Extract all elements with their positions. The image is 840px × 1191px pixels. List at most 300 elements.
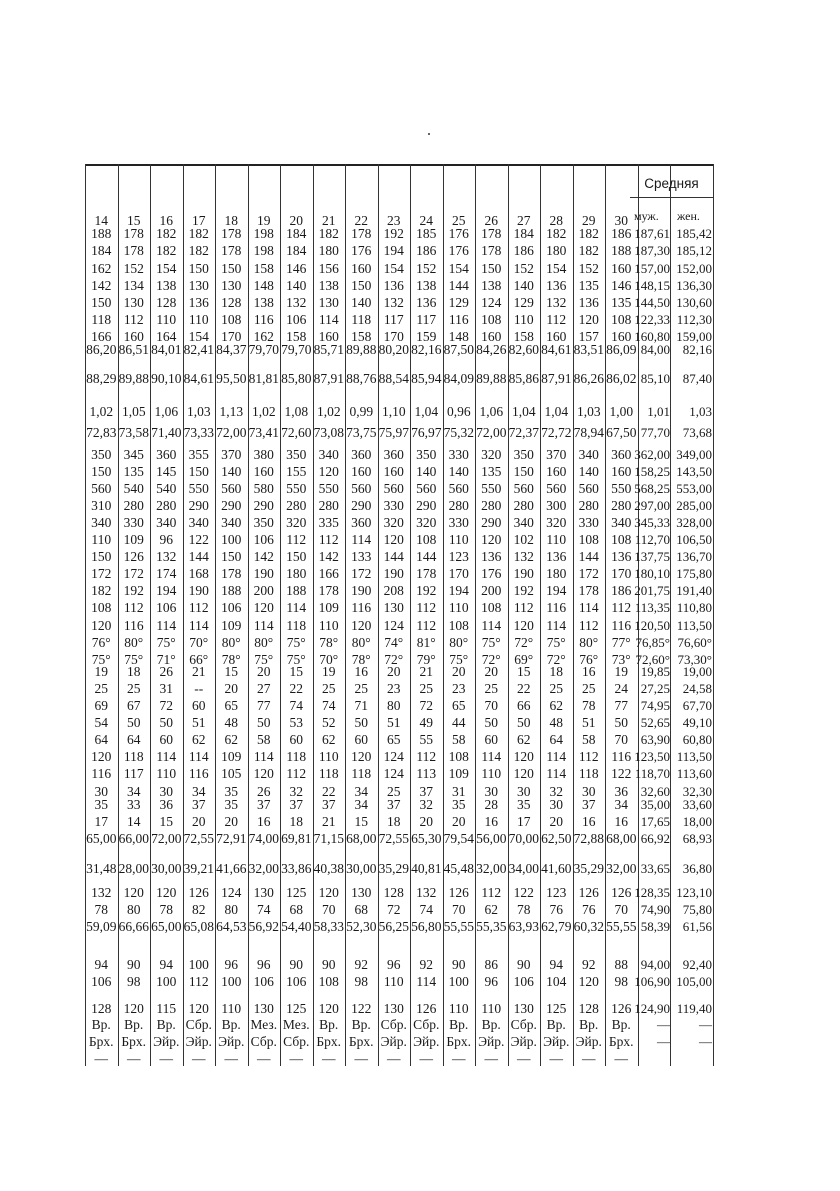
table-cell: 136 — [481, 549, 502, 564]
table-cell: 290 — [481, 515, 502, 530]
table-cell: 87,50 — [443, 342, 474, 357]
table-cell: 120 — [351, 749, 372, 764]
table-cell: 112 — [123, 312, 144, 327]
table-cell: 178 — [318, 583, 339, 598]
table-cell: 280 — [318, 498, 339, 513]
table-cell: 125 — [546, 1001, 567, 1016]
table-cell: 73° — [611, 652, 631, 667]
table-cell: 65,00 — [86, 831, 117, 846]
table-cell: — — [549, 1051, 563, 1066]
column-header: 15 — [127, 213, 141, 228]
table-cell: 50 — [159, 715, 173, 730]
table-cell: 112 — [416, 749, 437, 764]
female-average-cell: 119,40 — [676, 1001, 712, 1016]
table-cell: 50 — [484, 715, 498, 730]
table-cell: 118 — [351, 766, 372, 781]
female-average-cell: 67,70 — [682, 698, 712, 713]
table-cell: 20 — [257, 664, 271, 679]
table-cell: 132 — [91, 885, 112, 900]
table-cell: 360 — [351, 515, 372, 530]
table-cell: 100 — [188, 957, 209, 972]
table-cell: 34 — [354, 797, 368, 812]
table-cell: 72,00 — [151, 831, 182, 846]
male-average-cell: 112,70 — [634, 532, 670, 547]
table-cell: 106 — [156, 600, 177, 615]
table-cell: 25 — [484, 681, 498, 696]
table-cell: 118 — [91, 312, 112, 327]
table-cell: 94 — [94, 957, 108, 972]
male-average-cell: 120,50 — [634, 618, 670, 633]
table-cell: 126 — [611, 1001, 632, 1016]
table-cell: 124 — [383, 618, 404, 633]
table-cell: 136 — [416, 295, 437, 310]
table-cell: 330 — [448, 515, 469, 530]
table-cell: 19 — [94, 664, 108, 679]
table-cell: 150 — [351, 278, 372, 293]
table-cell: 1,06 — [479, 404, 504, 419]
table-cell: 71,40 — [151, 425, 182, 440]
table-cell: 65,00 — [151, 919, 182, 934]
table-cell: 280 — [156, 498, 177, 513]
table-cell: 113 — [416, 766, 437, 781]
table-cell: 108 — [448, 749, 469, 764]
table-cell: 106 — [286, 974, 307, 989]
table-cell: 112 — [546, 312, 567, 327]
table-cell: 560 — [546, 481, 567, 496]
table-cell: 188 — [286, 583, 307, 598]
table-cell: Вр. — [611, 1017, 631, 1032]
table-cell: 132 — [156, 549, 177, 564]
table-cell: 123 — [546, 885, 567, 900]
table-cell: 360 — [611, 447, 632, 462]
table-cell: 172 — [123, 566, 144, 581]
table-cell: 340 — [318, 447, 339, 462]
table-cell: 550 — [481, 481, 502, 496]
table-cell: 100 — [221, 974, 242, 989]
male-average-cell: 362,00 — [634, 447, 670, 462]
table-cell: 68,00 — [606, 831, 637, 846]
table-cell: 32,00 — [248, 861, 279, 876]
table-cell: 138 — [481, 278, 502, 293]
male-average-cell: 84,00 — [640, 342, 670, 357]
table-cell: — — [322, 1051, 336, 1066]
table-cell: 86 — [484, 957, 498, 972]
table-cell: 128 — [578, 1001, 599, 1016]
table-cell: 110 — [513, 312, 534, 327]
table-cell: 98 — [127, 974, 141, 989]
table-cell: 360 — [351, 447, 372, 462]
table-cell: 320 — [481, 447, 502, 462]
male-average-cell: 187,61 — [634, 226, 670, 241]
table-cell: 92 — [419, 957, 433, 972]
table-cell: 176 — [481, 566, 502, 581]
table-cell: 160 — [351, 464, 372, 479]
table-cell: Эйр. — [575, 1034, 602, 1049]
table-cell: 182 — [156, 243, 177, 258]
table-cell: 66 — [517, 698, 531, 713]
table-cell: 130 — [123, 295, 144, 310]
table-cell: 160 — [123, 329, 144, 344]
table-cell: 25 — [549, 681, 563, 696]
column-header: 19 — [257, 213, 271, 228]
female-average-cell: 87,40 — [682, 371, 712, 386]
table-cell: 72 — [159, 698, 173, 713]
table-cell: 150 — [221, 549, 242, 564]
table-cell: 128 — [156, 295, 177, 310]
male-average-cell: 158,25 — [634, 464, 670, 479]
table-cell: 76° — [579, 652, 599, 667]
table-cell: 69° — [514, 652, 534, 667]
table-cell: 136 — [383, 278, 404, 293]
female-average-cell: 328,00 — [676, 515, 712, 530]
table-cell: 76,97 — [411, 425, 442, 440]
table-cell: 100 — [156, 974, 177, 989]
table-cell: 142 — [318, 549, 339, 564]
table-cell: 73,08 — [313, 425, 344, 440]
table-cell: 65,08 — [183, 919, 214, 934]
table-cell: 154 — [383, 261, 404, 276]
table-cell: 56,00 — [476, 831, 507, 846]
table-cell: 88 — [614, 957, 628, 972]
table-cell: 280 — [448, 498, 469, 513]
table-cell: 18 — [289, 814, 303, 829]
table-cell: 49 — [419, 715, 433, 730]
table-cell: 86,20 — [86, 342, 117, 357]
table-cell: 51 — [192, 715, 206, 730]
table-cell: 560 — [383, 481, 404, 496]
table-cell: 90 — [289, 957, 303, 972]
table-cell: 110 — [481, 1001, 502, 1016]
table-cell: 158 — [253, 261, 274, 276]
table-cell: 33 — [127, 797, 141, 812]
table-cell: 71,15 — [313, 831, 344, 846]
table-cell: 280 — [578, 498, 599, 513]
table-cell: 70° — [319, 652, 339, 667]
table-cell: 22 — [517, 681, 531, 696]
table-cell: 94 — [159, 957, 173, 972]
column-header: 16 — [159, 213, 173, 228]
male-average-cell: 160,80 — [634, 329, 670, 344]
table-cell: 160 — [351, 261, 372, 276]
table-cell: 114 — [156, 749, 177, 764]
table-cell: 178 — [221, 243, 242, 258]
table-cell: 90 — [322, 957, 336, 972]
table-cell: 116 — [448, 312, 469, 327]
table-cell: 40,38 — [313, 861, 344, 876]
table-cell: 126 — [611, 885, 632, 900]
table-cell: 158 — [513, 329, 534, 344]
table-cell: Эйр. — [478, 1034, 505, 1049]
female-average-cell: 68,93 — [682, 831, 712, 846]
table-cell: Сбр. — [380, 1017, 407, 1032]
table-cell: 62,50 — [541, 831, 572, 846]
column-header: 25 — [452, 213, 466, 228]
table-cell: 120 — [513, 618, 534, 633]
female-average-cell: 113,60 — [676, 766, 712, 781]
table-cell: 108 — [318, 974, 339, 989]
table-cell: 160 — [253, 464, 274, 479]
female-average-cell: 110,80 — [676, 600, 712, 615]
table-cell: 31,48 — [86, 861, 117, 876]
table-cell: 550 — [286, 481, 307, 496]
table-cell: 62 — [192, 732, 206, 747]
table-cell: 1,04 — [414, 404, 439, 419]
table-cell: 154 — [156, 261, 177, 276]
table-cell: 170 — [611, 566, 632, 581]
table-cell: 208 — [383, 583, 404, 598]
table-cell: 26 — [257, 784, 271, 799]
table-cell: 122 — [188, 532, 209, 547]
table-cell: 340 — [91, 515, 112, 530]
table-cell: 130 — [253, 1001, 274, 1016]
table-cell: 560 — [416, 481, 437, 496]
table-cell: 75° — [254, 652, 274, 667]
table-cell: Вр. — [319, 1017, 339, 1032]
table-cell: 178 — [221, 566, 242, 581]
table-cell: 136 — [188, 295, 209, 310]
table-cell: 550 — [188, 481, 209, 496]
table-cell: 16 — [582, 664, 596, 679]
table-cell: 75° — [481, 635, 501, 650]
table-cell: 136 — [611, 549, 632, 564]
table-cell: 140 — [578, 464, 599, 479]
table-cell: 120 — [253, 600, 274, 615]
table-cell: 65 — [387, 732, 401, 747]
table-cell: 124 — [221, 885, 242, 900]
table-cell: 140 — [351, 295, 372, 310]
table-cell: 110 — [546, 532, 567, 547]
table-cell: 126 — [578, 885, 599, 900]
table-cell: 120 — [351, 618, 372, 633]
table-cell: 74 — [322, 698, 336, 713]
table-cell: 78° — [221, 652, 241, 667]
table-cell: 164 — [156, 329, 177, 344]
table-cell: 27 — [257, 681, 271, 696]
table-cell: 178 — [351, 226, 372, 241]
table-cell: 55,55 — [443, 919, 474, 934]
female-average-cell: 130,60 — [676, 295, 712, 310]
table-cell: 59,09 — [86, 919, 117, 934]
table-cell: 136 — [546, 278, 567, 293]
table-cell: 280 — [286, 498, 307, 513]
table-cell: 62,79 — [541, 919, 572, 934]
male-average-cell: 180,10 — [634, 566, 670, 581]
table-cell: Вр. — [91, 1017, 111, 1032]
table-cell: 92 — [354, 957, 368, 972]
table-cell: 132 — [416, 885, 437, 900]
table-cell: 53 — [289, 715, 303, 730]
table-cell: 108 — [416, 532, 437, 547]
table-cell: 15 — [224, 664, 238, 679]
table-cell: 106 — [221, 600, 242, 615]
table-cell: 35 — [224, 784, 238, 799]
table-cell: 25 — [322, 681, 336, 696]
table-cell: 30 — [549, 797, 563, 812]
table-cell: 162 — [253, 329, 274, 344]
table-cell: — — [224, 1051, 238, 1066]
male-average-cell: 118,70 — [634, 766, 670, 781]
table-cell: 30 — [94, 784, 108, 799]
table-cell: 140 — [448, 464, 469, 479]
table-cell: Эйр. — [218, 1034, 245, 1049]
table-cell: 194 — [383, 243, 404, 258]
table-cell: 80 — [224, 902, 238, 917]
table-cell: 117 — [416, 312, 437, 327]
table-cell: 48 — [224, 715, 238, 730]
table-cell: 20 — [452, 814, 466, 829]
table-cell: 120 — [383, 532, 404, 547]
table-cell: 25 — [419, 681, 433, 696]
table-cell: 85,71 — [313, 342, 344, 357]
male-average-cell: 157,00 — [634, 261, 670, 276]
table-cell: 86,51 — [118, 342, 149, 357]
table-cell: 174 — [156, 566, 177, 581]
table-cell: 148 — [253, 278, 274, 293]
table-cell: 114 — [481, 749, 502, 764]
table-cell: 188 — [91, 226, 112, 241]
table-cell: 67,50 — [606, 425, 637, 440]
table-cell: 118 — [351, 312, 372, 327]
table-cell: 340 — [156, 515, 177, 530]
table-cell: 180 — [546, 566, 567, 581]
table-cell: 51 — [387, 715, 401, 730]
table-cell: 116 — [351, 600, 372, 615]
table-cell: 102 — [513, 532, 534, 547]
table-cell: 55,55 — [606, 919, 637, 934]
table-cell: 73,58 — [118, 425, 149, 440]
table-cell: 355 — [188, 447, 209, 462]
table-cell: 129 — [513, 295, 534, 310]
table-cell: 90,10 — [151, 371, 182, 386]
table-cell: 24 — [614, 681, 628, 696]
table-cell: 290 — [221, 498, 242, 513]
table-cell: 129 — [448, 295, 469, 310]
table-cell: 37 — [257, 797, 271, 812]
table-cell: Сбр. — [510, 1017, 537, 1032]
table-cell: 320 — [546, 515, 567, 530]
table-cell: 118 — [286, 749, 307, 764]
table-cell: 18 — [387, 814, 401, 829]
table-cell: 90 — [517, 957, 531, 972]
table-cell: 72,60 — [281, 425, 312, 440]
table-cell: Эйр. — [185, 1034, 212, 1049]
table-cell: 138 — [416, 278, 437, 293]
table-cell: 82,41 — [183, 342, 214, 357]
table-cell: 158 — [286, 329, 307, 344]
table-cell: 550 — [318, 481, 339, 496]
table-cell: 200 — [481, 583, 502, 598]
table-cell: 44 — [452, 715, 466, 730]
table-cell: 178 — [123, 226, 144, 241]
table-cell: 140 — [416, 464, 437, 479]
table-cell: 84,01 — [151, 342, 182, 357]
table-cell: 178 — [578, 583, 599, 598]
table-cell: 110 — [481, 766, 502, 781]
table-cell: 130 — [383, 600, 404, 615]
table-cell: 540 — [123, 481, 144, 496]
table-cell: 37 — [582, 797, 596, 812]
table-cell: 112 — [416, 600, 437, 615]
table-cell: 79,70 — [281, 342, 312, 357]
female-average-cell: — — [699, 1017, 712, 1032]
table-cell: Эйр. — [413, 1034, 440, 1049]
table-cell: 146 — [286, 261, 307, 276]
table-cell: 194 — [156, 583, 177, 598]
table-cell: Вр. — [124, 1017, 144, 1032]
table-cell: 550 — [611, 481, 632, 496]
column-header: 14 — [94, 213, 108, 228]
male-average-cell: 63,90 — [640, 732, 670, 747]
table-cell: 128 — [383, 885, 404, 900]
table-cell: 86,26 — [573, 371, 604, 386]
table-cell: 72° — [481, 652, 501, 667]
column-header: 17 — [192, 213, 206, 228]
table-cell: 120 — [123, 885, 144, 900]
table-cell: 72° — [514, 635, 534, 650]
table-cell: 144 — [578, 549, 599, 564]
table-cell: 560 — [221, 481, 242, 496]
table-cell: 72,83 — [86, 425, 117, 440]
table-cell: 106 — [286, 312, 307, 327]
female-average-cell: 152,00 — [676, 261, 712, 276]
table-cell: 112 — [188, 600, 209, 615]
table-cell: 16 — [582, 814, 596, 829]
male-average-cell: 19,85 — [640, 664, 670, 679]
column-header: 28 — [549, 213, 563, 228]
table-cell: — — [127, 1051, 141, 1066]
table-cell: 81° — [416, 635, 436, 650]
female-average-cell: 175,80 — [676, 566, 712, 581]
table-cell: 150 — [221, 261, 242, 276]
table-cell: 128 — [91, 1001, 112, 1016]
table-cell: 106 — [91, 974, 112, 989]
table-cell: 1,05 — [121, 404, 146, 419]
male-average-cell: 1,01 — [647, 404, 670, 419]
table-cell: 160 — [611, 464, 632, 479]
table-cell: 190 — [188, 583, 209, 598]
table-cell: 30,00 — [346, 861, 377, 876]
table-cell: 280 — [481, 498, 502, 513]
table-cell: 55 — [419, 732, 433, 747]
table-cell: 116 — [546, 600, 567, 615]
male-average-cell: 58,39 — [640, 919, 670, 934]
female-average-cell: 49,10 — [682, 715, 712, 730]
table-cell: 290 — [351, 498, 372, 513]
table-cell: 108 — [481, 312, 502, 327]
table-cell: 35 — [94, 797, 108, 812]
table-cell: 32 — [549, 784, 563, 799]
table-cell: 83,51 — [573, 342, 604, 357]
table-cell: 144 — [383, 549, 404, 564]
table-cell: 88,54 — [378, 371, 409, 386]
table-cell: 19 — [322, 664, 336, 679]
table-cell: 152 — [578, 261, 599, 276]
table-cell: 340 — [221, 515, 242, 530]
table-cell: 21 — [192, 664, 206, 679]
table-cell: 112 — [611, 600, 632, 615]
table-cell: Вр. — [221, 1017, 241, 1032]
table-cell: 37 — [192, 797, 206, 812]
column-header: 21 — [322, 213, 336, 228]
table-cell: 72,00 — [216, 425, 247, 440]
table-cell: 30 — [582, 784, 596, 799]
table-cell: 56,80 — [411, 919, 442, 934]
table-cell: 32,00 — [606, 861, 637, 876]
table-cell: Вр. — [449, 1017, 469, 1032]
table-cell: 37 — [419, 784, 433, 799]
table-cell: 79,70 — [248, 342, 279, 357]
table-cell: 132 — [513, 549, 534, 564]
